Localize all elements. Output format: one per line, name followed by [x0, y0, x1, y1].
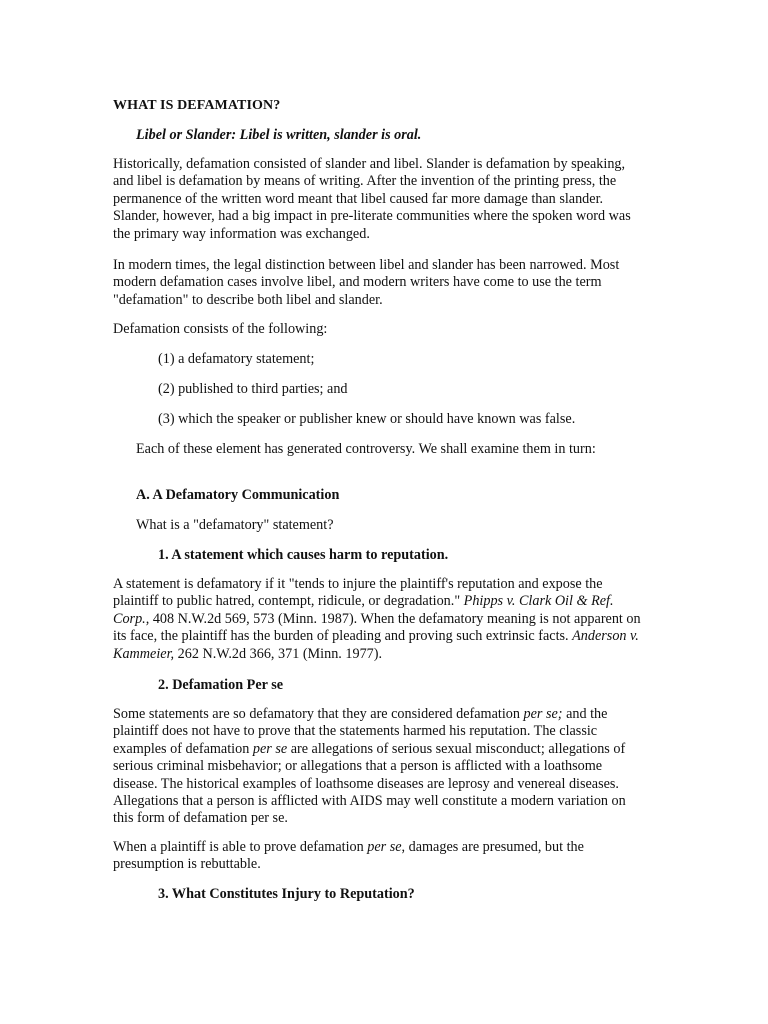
paragraph-history: Historically, defamation consisted of slander and libel. Slander is defamation by speaking, and libel is defamation by means of writing. After the invention of the printing press, the permanence of the written word meant that libel caused far more damage than slander. Slander, however, had a big impact in pre-literate communities where the spoken word was the primary way information was exchanged.: [113, 156, 631, 242]
list-item: (3) which the speaker or publisher knew or should have known was false.: [158, 411, 576, 427]
list-item: (2) published to third parties; and: [158, 381, 348, 397]
page-title: WHAT IS DEFAMATION?: [113, 98, 281, 113]
list-item: (1) a defamatory statement;: [158, 351, 315, 367]
case-citation: Anderson v. Kammeier,: [113, 628, 639, 662]
section-a-question: What is a "defamatory" statement?: [136, 517, 334, 533]
emphasis: per se;: [523, 706, 563, 722]
subtitle: Libel or Slander: Libel is written, slander is oral.: [136, 127, 422, 143]
section-a-heading: A. A Defamatory Communication: [136, 487, 340, 503]
subsection-2-heading: 2. Defamation Per se: [158, 677, 284, 693]
case-citation: Phipps v. Clark Oil & Ref. Corp.,: [113, 593, 614, 627]
subsection-3-heading: 3. What Constitutes Injury to Reputation?: [158, 886, 415, 902]
paragraph-consists: Defamation consists of the following:: [113, 321, 328, 337]
paragraph-modern: In modern times, the legal distinction between libel and slander has been narrowed. Most modern defamation cases involve libel, and modern writers have come to use the term "defamation" to describe both libel and slander.: [113, 257, 620, 308]
paragraph-each: Each of these element has generated controversy. We shall examine them in turn:: [136, 441, 596, 457]
paragraph-defamatory-definition: A statement is defamatory if it "tends to injure the plaintiff's reputation and expose the plaintiff to public hatred, contempt, ridicule, or degradation." Phipps v. Clark Oil & Ref. Corp., 408 N.W.2d 569, 573 (Minn. 1987). When the defamatory meaning is not apparent on its face, the plaintiff has the burden of pleading and proving such extrinsic facts. Anderson v. Kammeier, 262 N.W.2d 366, 371 (Minn. 1977).: [113, 576, 641, 662]
paragraph-per-se: Some statements are so defamatory that they are considered defamation per se; and the plaintiff does not have to prove that the statements harmed his reputation. The classic examples of defamation per se are allegations of serious sexual misconduct; allegations of serious criminal misbehavior; or allegations that a person is afflicted with a loathsome disease. The historical examples of loathsome diseases are leprosy and venereal diseases. Allegations that a person is afflicted with AIDS may well constitute a modern variation on this form of defamation per se.: [113, 706, 626, 827]
subsection-1-heading: 1. A statement which causes harm to reputation.: [158, 547, 449, 563]
paragraph-presumed-damages: When a plaintiff is able to prove defamation per se, damages are presumed, but the presumption is rebuttable.: [113, 839, 584, 873]
emphasis: per se: [367, 839, 402, 855]
emphasis: per se: [252, 740, 288, 757]
